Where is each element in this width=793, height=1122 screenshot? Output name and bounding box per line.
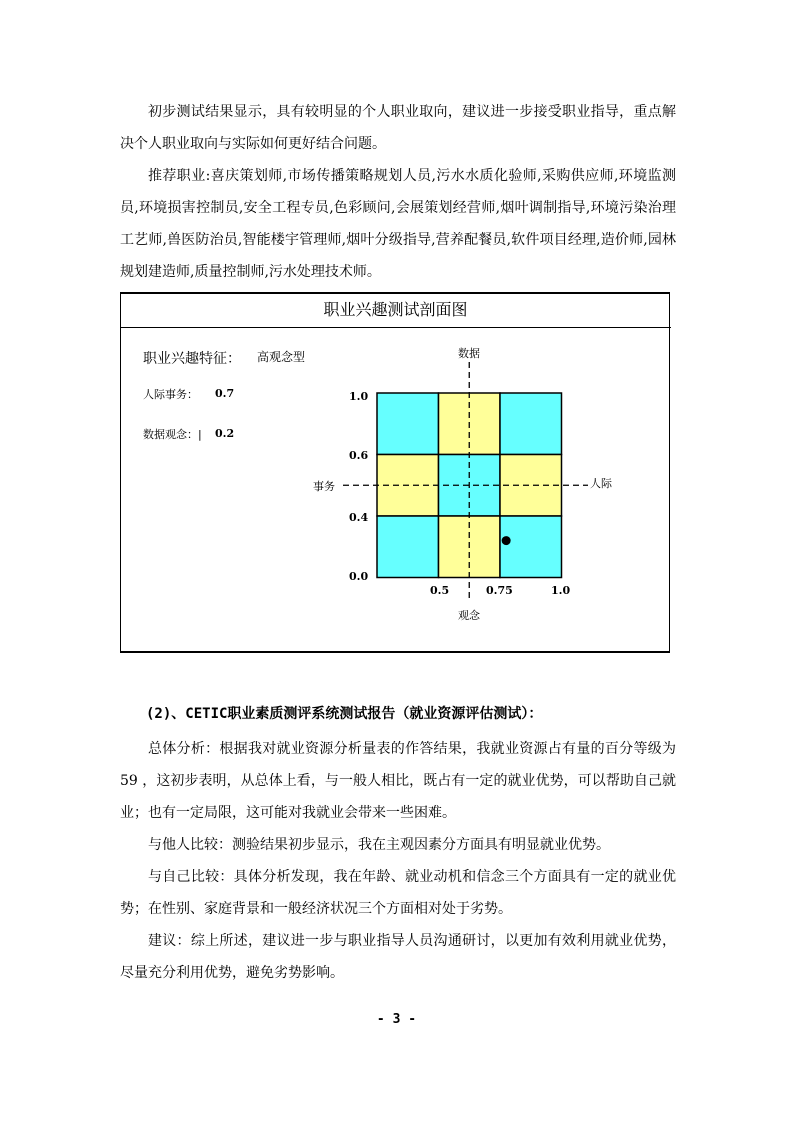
paragraph-conclusion: 初步测试结果显示，具有较明显的个人职业取向，建议进一步接受职业指导，重点解决个人职业取向与实际如何更好结合问题。	[120, 104, 676, 152]
metric-people-things-label: 人际事务：	[143, 388, 198, 401]
axis-label-data: 数据	[458, 347, 480, 360]
axis-label-people: 人际	[590, 477, 612, 490]
paragraph-overall-analysis: 总体分析：根据我对就业资源分析量表的作答结果，我就业资源占有量的百分等级为59 ，这初步表明，从总体上看，与一般人相比，既占有一定的就业优势，可以帮助自己就业；也有一定局限，这可能对我就业会带来一些困难。	[120, 741, 676, 821]
grid-cell	[500, 516, 562, 578]
y-tick-0-6: 0.6	[349, 449, 369, 462]
data-point	[502, 536, 511, 545]
grid-cell	[500, 455, 562, 517]
axis-label-things: 事务	[313, 480, 335, 493]
x-tick-0-75: 0.75	[486, 584, 513, 597]
metric-people-things-value: 0.7	[215, 387, 235, 400]
interest-feature-label: 职业兴趣特征：	[143, 351, 241, 367]
interest-feature-value: 高观念型	[257, 350, 306, 364]
grid-cell	[377, 516, 439, 578]
x-tick-0-5: 0.5	[430, 584, 450, 597]
metric-data-ideas-label: 数据观念：|	[143, 428, 202, 441]
paragraph-compare-self: 与自己比较：具体分析发现，我在年龄、就业动机和信念三个方面具有一定的就业优势；在性别、家庭背景和一般经济状况三个方面相对处于劣势。	[120, 869, 676, 917]
paragraph-compare-others: 与他人比较：测验结果初步显示，我在主观因素分方面具有明显就业优势。	[148, 837, 610, 853]
x-tick-1-0: 1.0	[551, 584, 571, 597]
page-number: - 3 -	[376, 1012, 417, 1027]
axis-label-ideas: 观念	[458, 609, 480, 622]
metric-data-ideas-value: 0.2	[215, 427, 235, 440]
y-tick-1-0: 1.0	[349, 390, 369, 403]
grid-cell	[500, 393, 562, 455]
paragraph-recommended-careers: 推荐职业:喜庆策划师,市场传播策略规划人员,污水水质化验师,采购供应师,环境监测员,环境损害控制员,安全工程专员,色彩顾问,会展策划经营师,烟叶调制指导,环境污染治理工艺师,兽医防治员,智能楼宇管理师,烟叶分级指导,营养配餐员,软件项目经理,造价师,园林规划建造师,质量控制师,污水处理技术师。	[120, 168, 676, 280]
y-tick-0-4: 0.4	[349, 511, 369, 524]
chart-title: 职业兴趣测试剖面图	[323, 300, 468, 319]
y-tick-0-0: 0.0	[349, 570, 369, 583]
section-heading: (2)、CETIC职业素质测评系统测试报告（就业资源评估测试）：	[146, 706, 543, 722]
paragraph-suggestion: 建议：综上所述，建议进一步与职业指导人员沟通研讨，以更加有效利用就业优势，尽量充分利用优势，避免劣势影响。	[120, 933, 676, 981]
grid-cell	[377, 393, 439, 455]
